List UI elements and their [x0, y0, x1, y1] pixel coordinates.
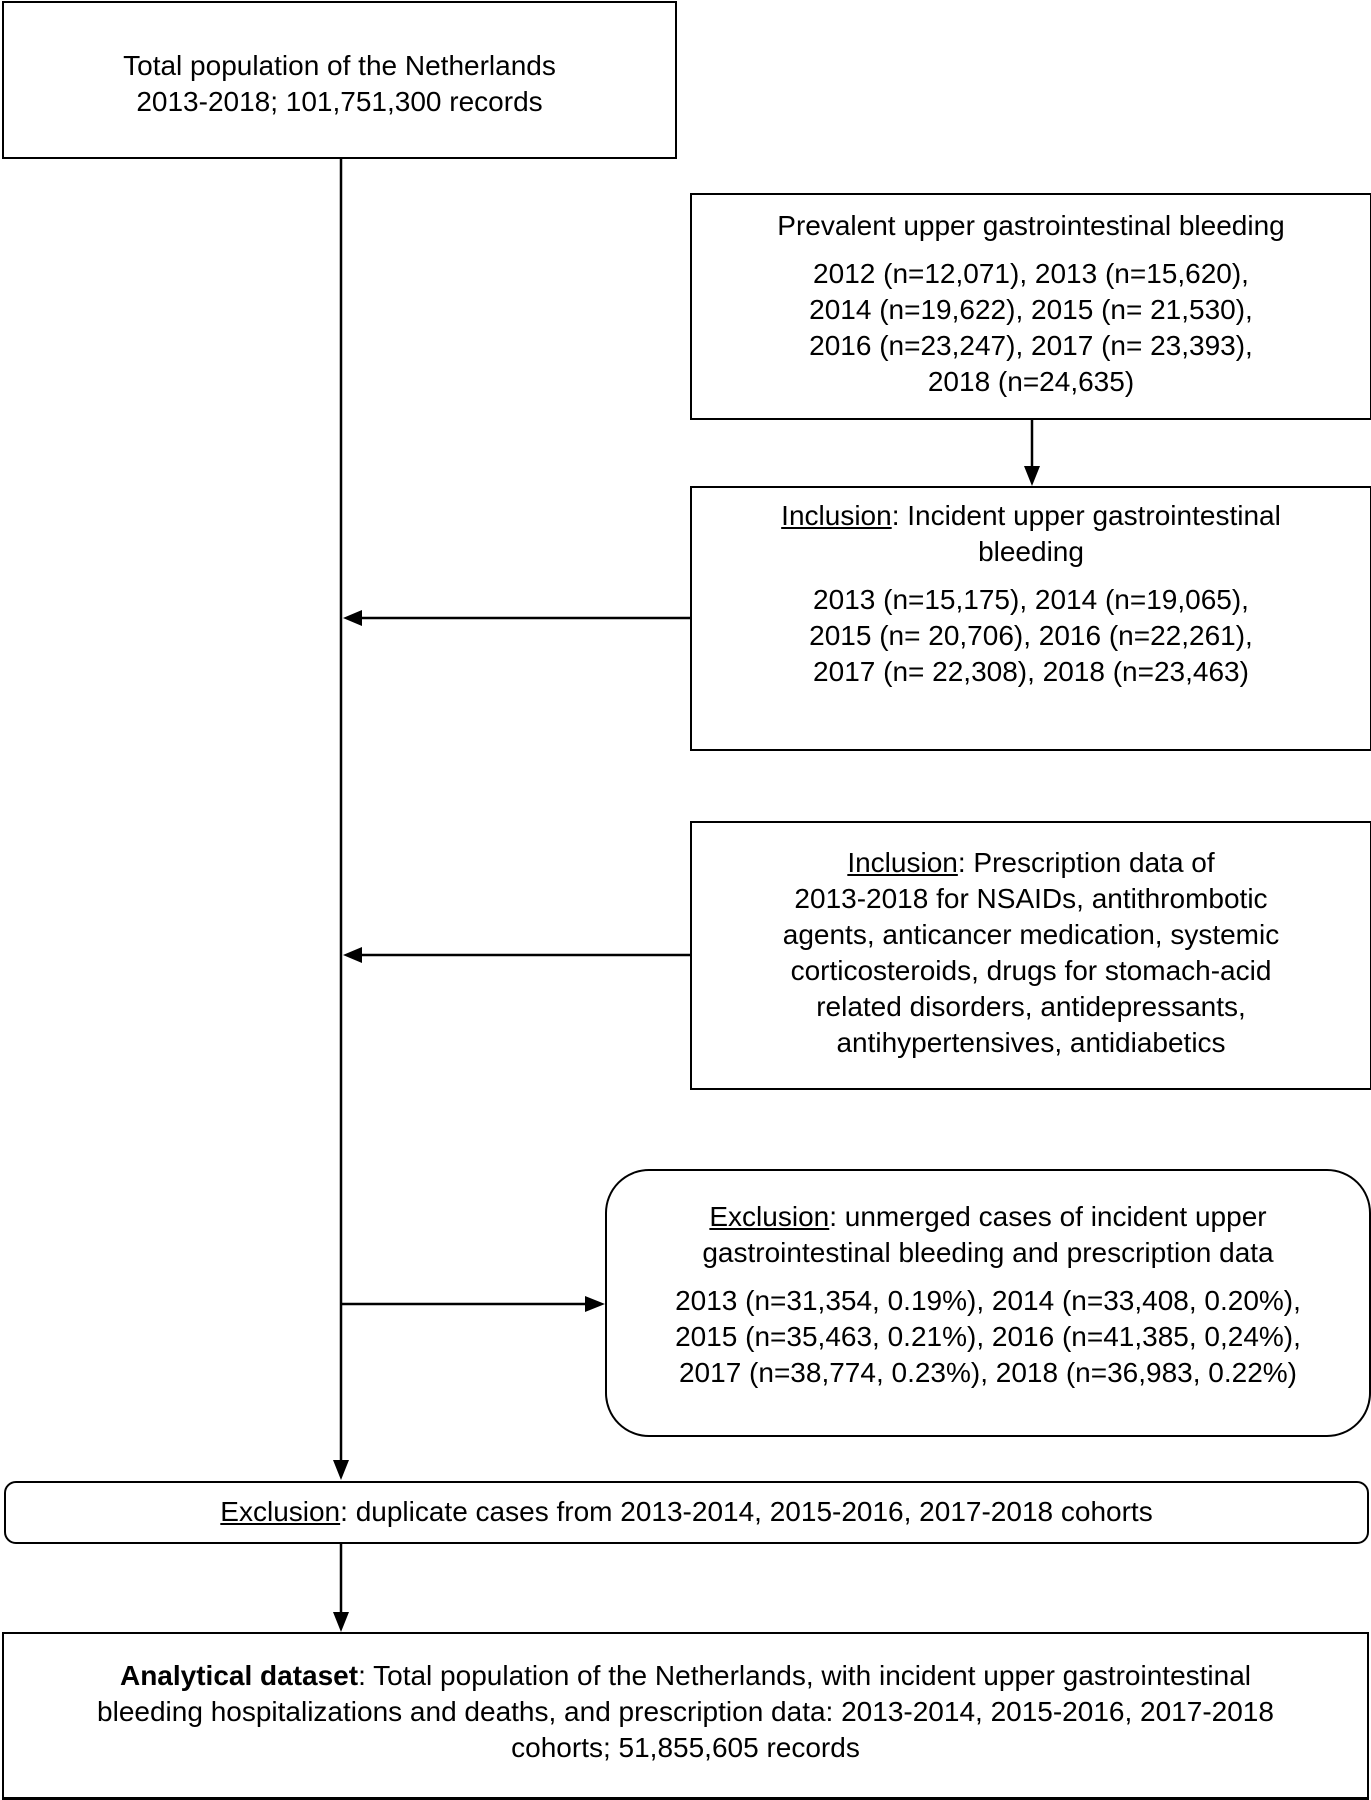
prescription-inclusion-label: Inclusion [847, 847, 958, 878]
prescription-line: corticosteroids, drugs for stomach-acid [790, 955, 1272, 986]
trunk-arrowhead [333, 1460, 349, 1480]
unmerged-title-line2: gastrointestinal bleeding and prescription data [702, 1237, 1274, 1268]
analytical-line3: cohorts; 51,855,605 records [511, 1732, 860, 1763]
analytical-dataset-label: Analytical dataset [119, 1660, 359, 1691]
unmerged-title-rest: : unmerged cases of incident upper [829, 1201, 1267, 1232]
duplicate-to-analytical-arrowhead [333, 1612, 349, 1632]
prescription-line: antihypertensives, antidiabetics [836, 1027, 1226, 1058]
duplicate-text-rest: : duplicate cases from 2013-2014, 2015-2016, 2017-2018 cohorts [340, 1496, 1153, 1527]
prevalent-line: 2014 (n=19,622), 2015 (n= 21,530), [809, 294, 1253, 325]
duplicate-exclusion-box [4, 1481, 1369, 1544]
prescription-line: agents, anticancer medication, systemic [782, 919, 1280, 950]
incident-title-rest: : Incident upper gastrointestinal [891, 500, 1281, 531]
prescription-to-trunk-arrowhead [343, 947, 362, 963]
prevalent-to-incident-arrowhead [1024, 466, 1040, 486]
trunk-to-unmerged-arrowhead [585, 1296, 605, 1312]
prescription-title [692, 845, 1370, 881]
unmerged-line: 2015 (n=35,463, 0.21%), 2016 (n=41,385, 0,24%), [675, 1321, 1301, 1352]
prescription-data-box [690, 821, 1371, 1090]
prevalent-line: 2018 (n=24,635) [927, 366, 1135, 397]
duplicate-text [6, 1494, 1367, 1530]
analytical-dataset-box [2, 1632, 1369, 1800]
incident-bleeding-box [690, 486, 1371, 751]
analytical-line1 [4, 1658, 1367, 1694]
unmerged-line: 2013 (n=31,354, 0.19%), 2014 (n=33,408, 0.20%), [675, 1285, 1301, 1316]
total-population-line1: Total population of the Netherlands [123, 50, 556, 81]
prevalent-title: Prevalent upper gastrointestinal bleeding [777, 210, 1285, 241]
duplicate-exclusion-label: Exclusion [220, 1496, 341, 1527]
analytical-text-line1: : Total population of the Netherlands, with incident upper gastrointestinal [358, 1660, 1252, 1691]
prescription-line: 2013-2018 for NSAIDs, antithrombotic [794, 883, 1268, 914]
unmerged-exclusion-box [605, 1169, 1371, 1437]
prevalent-line: 2016 (n=23,247), 2017 (n= 23,393), [809, 330, 1253, 361]
prescription-line: related disorders, antidepressants, [816, 991, 1246, 1022]
incident-line: 2015 (n= 20,706), 2016 (n=22,261), [809, 620, 1253, 651]
incident-to-trunk-arrowhead [343, 610, 362, 626]
incident-line: 2017 (n= 22,308), 2018 (n=23,463) [813, 656, 1249, 687]
incident-title [692, 498, 1370, 534]
incident-line: 2013 (n=15,175), 2014 (n=19,065), [813, 584, 1249, 615]
incident-inclusion-label: Inclusion [781, 500, 892, 531]
unmerged-title [607, 1199, 1369, 1235]
prevalent-bleeding-box [690, 193, 1371, 420]
analytical-line2: bleeding hospitalizations and deaths, and prescription data: 2013-2014, 2015-2016, 2017-2018 [97, 1696, 1274, 1727]
prescription-title-rest: : Prescription data of [957, 847, 1215, 878]
total-population-line2: 2013-2018; 101,751,300 records [136, 86, 543, 117]
unmerged-line: 2017 (n=38,774, 0.23%), 2018 (n=36,983, 0.22%) [678, 1357, 1298, 1388]
unmerged-exclusion-label: Exclusion [709, 1201, 830, 1232]
total-population-box [2, 1, 677, 159]
incident-title-line2: bleeding [978, 536, 1084, 567]
prevalent-line: 2012 (n=12,071), 2013 (n=15,620), [813, 258, 1249, 289]
